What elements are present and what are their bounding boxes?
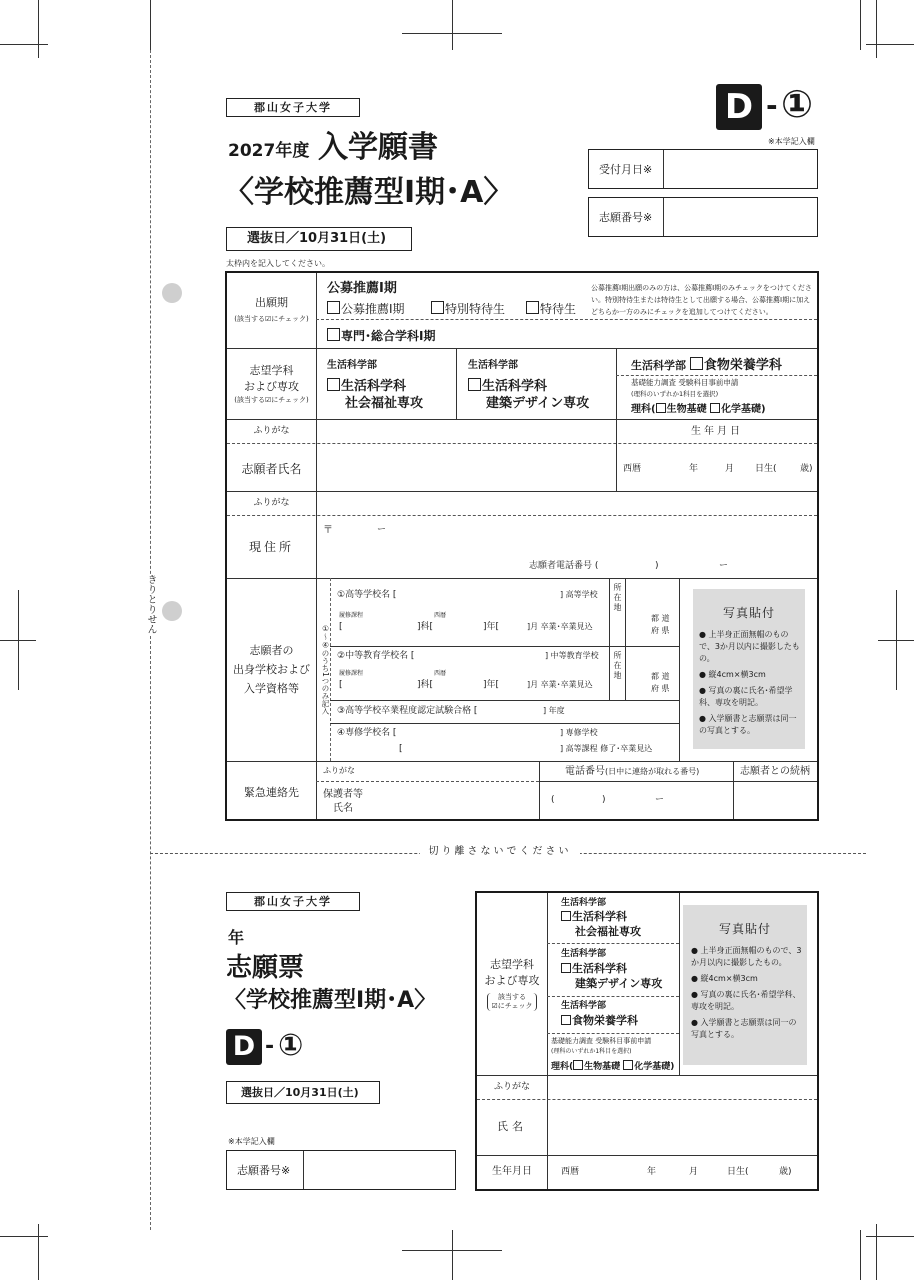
voucher-form xyxy=(475,891,819,1191)
checkbox[interactable] xyxy=(573,1060,583,1070)
period-label: 出願期 xyxy=(255,296,288,309)
photo-title: 写真貼付 xyxy=(722,606,775,620)
address-label: 現住所 xyxy=(248,540,294,554)
dept-a-option[interactable]: 生活科学科 xyxy=(327,378,406,393)
school-2-nen: ]年[ xyxy=(483,680,500,690)
school-1-course-label: 履修課程 xyxy=(339,612,364,619)
school-2-location: 所在地 xyxy=(613,651,622,680)
school-label-1: 志願者の xyxy=(249,644,294,657)
form-code-dash: - xyxy=(766,89,778,122)
voucher-a-faculty: 生活科学部 xyxy=(561,898,607,908)
office-note: ※本学記入欄 xyxy=(768,137,815,146)
reception-date-label: 受付月日※ xyxy=(599,163,653,176)
emergency-phone-head: 電話番号(日中に連絡が取れる番号) xyxy=(565,766,700,777)
application-form xyxy=(225,271,819,821)
voucher-c-science[interactable]: 理科( 生物基礎 化学基礎) xyxy=(551,1062,675,1072)
checkbox[interactable] xyxy=(656,403,666,413)
school-4-bracket: [ xyxy=(399,744,403,754)
dept-a-faculty: 生活科学部 xyxy=(327,360,377,371)
school-side-note: ①〜④のうち1つのみ記入 xyxy=(321,623,330,715)
period-option-kobo[interactable]: 公募推薦Ⅰ期 xyxy=(327,301,405,315)
voucher-b-option[interactable]: 生活科学科 xyxy=(561,963,627,974)
application-year: 2027年度 xyxy=(228,141,310,161)
checkbox[interactable] xyxy=(561,963,571,973)
application-subtitle: 〈学校推薦型Ⅰ期･A〉 xyxy=(224,175,514,210)
checkbox[interactable] xyxy=(690,357,703,370)
name-furigana-label: ふりがな xyxy=(253,426,290,436)
birthday-year: 年 xyxy=(689,464,699,474)
birthday-month: 月 xyxy=(725,464,735,474)
voucher-birthday-label: 生年月日 xyxy=(492,1166,532,1177)
school-1-pref: 都 道 府 県 xyxy=(651,614,670,635)
school-2-ka: ]科[ xyxy=(417,680,434,690)
voucher-app-no-label: 志願番号※ xyxy=(237,1164,291,1177)
checkbox[interactable] xyxy=(327,301,340,314)
fill-note: 太枠内を記入してください。 xyxy=(226,259,330,268)
voucher-c-note-1: 基礎能力調査 受験科目事前申請 xyxy=(551,1037,652,1045)
voucher-year: 年 xyxy=(228,928,245,947)
phone-close: ) xyxy=(655,561,659,571)
school-1-bracket: [ xyxy=(339,622,343,632)
dept-b-option[interactable]: 生活科学科 xyxy=(468,378,547,393)
voucher-seireki: 西暦 xyxy=(561,1167,580,1177)
school-2-month: ]月 卒業･卒業見込 xyxy=(527,680,593,689)
voucher-c-note-2: (理科のいずれか1科目を選択) xyxy=(551,1048,632,1055)
school-2-suffix: ] 中等教育学校 xyxy=(545,651,599,660)
birthday-label: 生年月日 xyxy=(691,426,743,437)
emergency-label: 緊急連絡先 xyxy=(244,786,299,799)
voucher-photo-title: 写真貼付 xyxy=(718,922,771,936)
voucher-age-label: 歳) xyxy=(779,1167,792,1177)
voucher-b-faculty: 生活科学部 xyxy=(561,949,607,959)
voucher-subtitle: 〈学校推薦型Ⅰ期･A〉 xyxy=(224,988,437,1013)
checkbox[interactable] xyxy=(468,378,481,391)
emergency-paren-close: ) xyxy=(602,795,606,805)
school-4-course: ] 高等課程 修了･卒業見込 xyxy=(560,744,653,753)
school-1-seireki: 西暦 xyxy=(434,612,447,619)
school-2-course-label: 履修課程 xyxy=(339,670,364,677)
voucher-name-label: 氏名 xyxy=(497,1120,527,1133)
voucher-furigana-field[interactable] xyxy=(548,1076,817,1099)
reception-date-box xyxy=(588,149,818,189)
voucher-check-note: 該当する ☑にチェック xyxy=(487,993,537,1011)
school-1-location: 所在地 xyxy=(613,583,622,612)
cut-line-vertical xyxy=(150,50,151,1230)
emergency-furigana: ふりがな xyxy=(323,766,355,775)
school-label-3: 入学資格等 xyxy=(244,682,299,695)
voucher-a-option[interactable]: 生活科学科 xyxy=(561,911,627,922)
voucher-year-label: 年 xyxy=(647,1167,657,1177)
checkbox[interactable] xyxy=(327,328,340,341)
phone-label: 志願者電話番号 ( xyxy=(529,561,599,571)
dept-check-note: (該当する☑にチェック) xyxy=(234,396,309,404)
exam-date-box: 選抜日／10月31日(土) xyxy=(226,227,412,251)
emergency-guardian-2: 氏名 xyxy=(333,803,353,814)
period-title: 公募推薦Ⅰ期 xyxy=(327,281,397,296)
school-4-suffix: ] 専修学校 xyxy=(560,728,598,737)
dept-b-major: 建築デザイン専攻 xyxy=(486,396,590,411)
emergency-paren-open: ( xyxy=(551,795,555,805)
phone-dash: ー xyxy=(719,561,729,571)
school-1-nen: ]年[ xyxy=(483,622,500,632)
school-1-suffix: ] 高等学校 xyxy=(560,590,598,599)
voucher-code-dash: - xyxy=(265,1034,275,1059)
birthday-age: 歳) xyxy=(800,464,813,474)
dept-a-major: 社会福祉専攻 xyxy=(345,396,424,411)
dept-label-2: および専攻 xyxy=(244,380,299,393)
period-option-senmon[interactable]: 専門･総合学科Ⅰ期 xyxy=(327,328,435,342)
school-4-name: ④専修学校名 [ xyxy=(337,728,397,738)
voucher-app-no-box xyxy=(226,1150,456,1190)
period-option-tokutai[interactable]: 特待生 xyxy=(526,301,576,315)
voucher-c-faculty: 生活科学部 xyxy=(561,1001,607,1011)
guardian-name-field[interactable] xyxy=(357,783,537,818)
voucher-office-note: ※本学記入欄 xyxy=(228,1137,275,1146)
voucher-month-label: 月 xyxy=(689,1167,699,1177)
voucher-code-number: ① xyxy=(278,1028,304,1063)
application-no-box xyxy=(588,197,818,237)
checkbox[interactable] xyxy=(327,378,340,391)
emergency-relation: 志願者との続柄 xyxy=(740,766,810,777)
birthday-seireki: 西暦 xyxy=(623,464,642,474)
period-note: 公募推薦Ⅰ期出願のみの方は、公募推薦Ⅰ期のみチェックをつけてください。特別特待生または特待生として出願する場合、公募推薦Ⅰ期に加えどちらか一方のみにチェックを追加してつけてください。 xyxy=(591,284,812,316)
form-code-badge: D xyxy=(716,84,762,130)
dept-c-note-1: 基礎能力調査 受験科目事前申請 xyxy=(631,378,739,387)
applicant-name-field[interactable] xyxy=(317,444,615,490)
voucher-photo-instructions: ● 上半身正面無帽のもので、3か月以内に撮影したもの。 ● 縦4cm×横3cm ● 写真の裏に氏名･希望学科、専攻を明記。 ● 入学願書と志願票は同一の写真とする。 xyxy=(691,946,802,1039)
emergency-guardian-1: 保護者等 xyxy=(323,789,363,800)
dept-c-note-2: (理科のいずれか1科目を選択) xyxy=(631,390,719,398)
punch-hole xyxy=(162,601,182,621)
university-name-box: 郡山女子大学 xyxy=(226,98,360,117)
dept-c-faculty[interactable]: 生活科学部 食物栄養学科 xyxy=(631,358,782,373)
voucher-dept-label-1: 志望学科 xyxy=(490,958,534,971)
school-3-suffix: ] 年度 xyxy=(543,706,565,715)
voucher-b-major: 建築デザイン専攻 xyxy=(575,977,663,990)
school-2-seireki: 西暦 xyxy=(434,670,447,677)
voucher-exam-date: 選抜日／10月31日(土) xyxy=(226,1081,380,1104)
name-furigana-field[interactable] xyxy=(317,420,615,443)
voucher-c-option[interactable]: 食物栄養学科 xyxy=(561,1015,638,1026)
dept-label-1: 志望学科 xyxy=(249,364,294,377)
dept-c-science[interactable]: 理科( 生物基礎 化学基礎) xyxy=(631,404,766,415)
voucher-furigana-label: ふりがな xyxy=(493,1082,530,1092)
emergency-dash: ー xyxy=(655,795,665,805)
application-title: 入学願書 xyxy=(318,130,438,165)
voucher-name-field[interactable] xyxy=(548,1100,817,1155)
application-no-label: 志願番号※ xyxy=(599,211,653,224)
cut-label-horizontal: 切り離さないでください xyxy=(420,847,580,857)
form-code-number: ① xyxy=(781,82,814,126)
voucher-title: 志願票 xyxy=(226,953,305,983)
voucher-a-major: 社会福祉専攻 xyxy=(575,925,641,938)
punch-hole xyxy=(162,283,182,303)
school-2-pref: 都 道 府 県 xyxy=(651,672,670,693)
dept-b-faculty: 生活科学部 xyxy=(468,360,518,371)
voucher-university-box: 郡山女子大学 xyxy=(226,892,360,911)
period-option-special[interactable]: 特別特待生 xyxy=(431,301,505,315)
postal-mark: 〒 xyxy=(323,525,333,536)
school-3-name: ③高等学校卒業程度認定試験合格 [ xyxy=(337,706,478,716)
checkbox[interactable] xyxy=(623,1060,633,1070)
checkbox[interactable] xyxy=(526,301,539,314)
checkbox[interactable] xyxy=(561,911,571,921)
period-check-note: (該当する☑にチェック) xyxy=(234,315,309,323)
voucher-day-label: 日生( xyxy=(727,1167,749,1177)
checkbox[interactable] xyxy=(710,403,720,413)
school-2-bracket: [ xyxy=(339,680,343,690)
checkbox[interactable] xyxy=(431,301,444,314)
cut-label-vertical: きりとりせん xyxy=(141,574,159,634)
school-1-ka: ]科[ xyxy=(417,622,434,632)
applicant-name-label: 志願者氏名 xyxy=(241,462,302,476)
address-furigana-label: ふりがな xyxy=(253,498,290,508)
school-1-month: ]月 卒業･卒業見込 xyxy=(527,622,593,631)
school-1-name: ①高等学校名 [ xyxy=(337,590,397,600)
voucher-code-badge: D xyxy=(226,1029,262,1065)
photo-instructions: ● 上半身正面無帽のもので、3か月以内に撮影したもの。 ● 縦4cm×横3cm ● 写真の裏に氏名･希望学科、専攻を明記。 ● 入学願書と志願票は同一の写真とする。 xyxy=(699,630,800,735)
voucher-dept-label-2: および専攻 xyxy=(484,974,540,987)
birthday-day: 日生( xyxy=(755,464,777,474)
postal-dash: ー xyxy=(377,525,387,535)
checkbox[interactable] xyxy=(561,1015,571,1025)
school-label-2: 出身学校および xyxy=(233,663,310,676)
school-2-name: ②中等教育学校名 [ xyxy=(337,651,415,661)
